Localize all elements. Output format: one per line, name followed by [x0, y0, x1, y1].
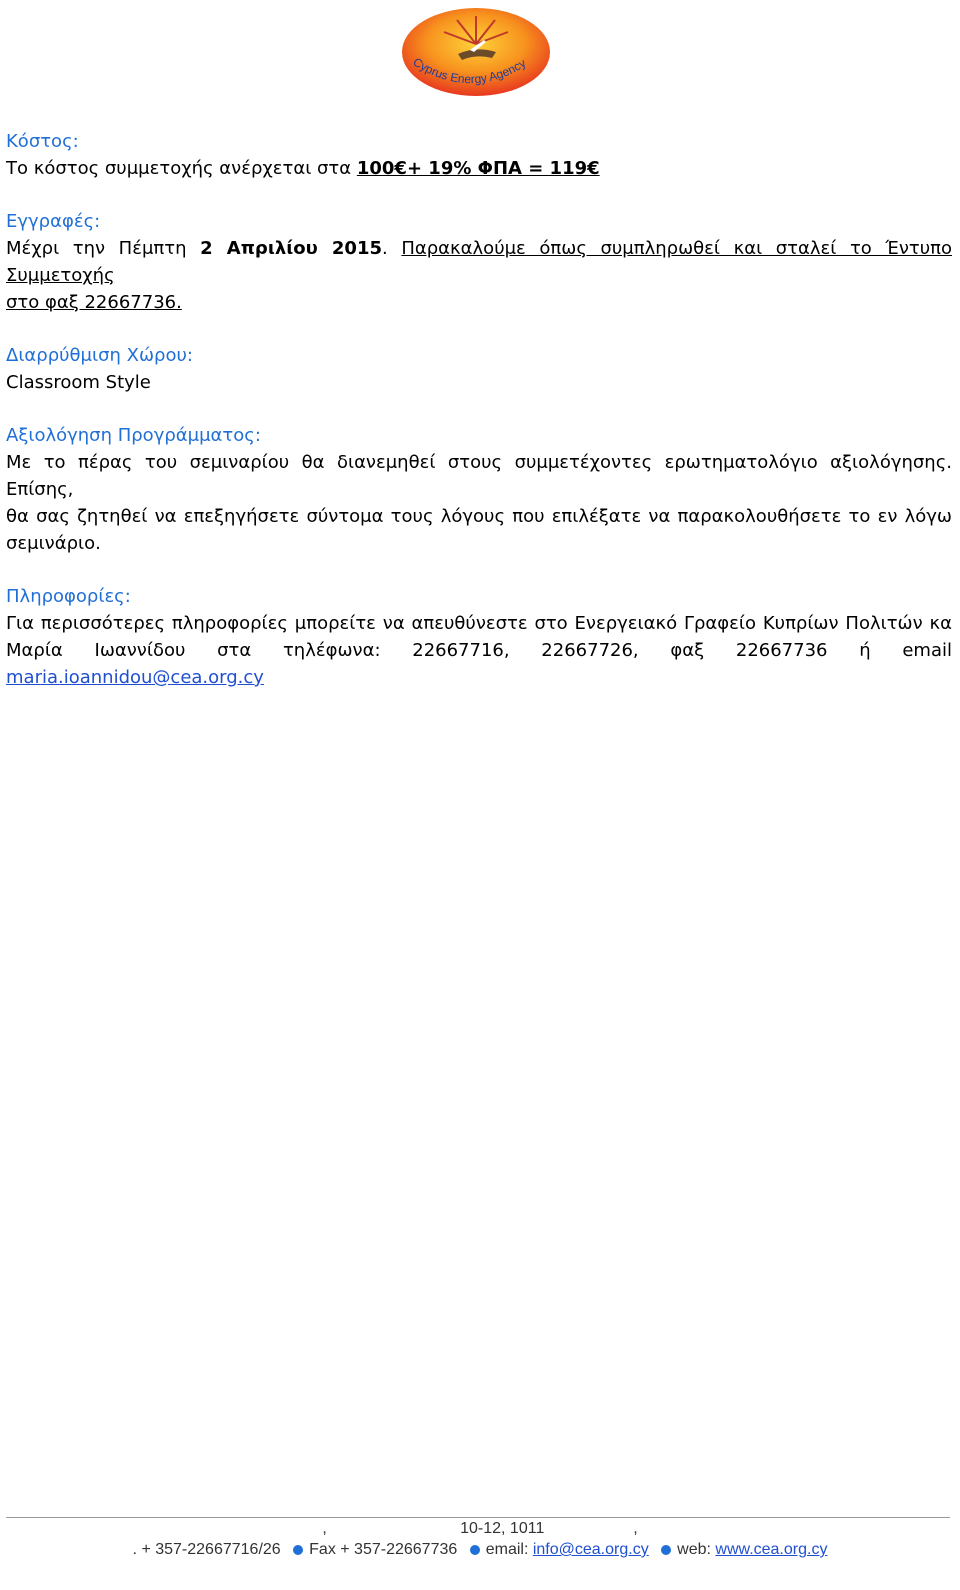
registration-section: Εγγραφές: Μέχρι την Πέμπτη 2 Απριλίου 2015. Παρακαλούμε όπως συμπληρωθεί και σταλεί το Έντυπο Συμμετοχής στο φαξ 22667736.	[6, 208, 952, 316]
footer-address-line: , 10-12, 1011 ,	[322, 1520, 638, 1537]
document-body	[6, 128, 952, 717]
layout-text: Classroom Style	[6, 372, 151, 393]
footer-fax: Fax + 357-22667736	[309, 1541, 458, 1558]
contact-email-link[interactable]: maria.ioannidou@cea.org.cy	[6, 667, 264, 688]
footer-email-link[interactable]: info@cea.org.cy	[532, 1541, 649, 1558]
registration-heading: Εγγραφές:	[6, 211, 101, 232]
cost-amount: 100€+ 19% ΦΠΑ = 119€	[356, 158, 600, 179]
evaluation-section	[6, 422, 952, 557]
registration-text: Μέχρι την Πέμπτη	[6, 238, 201, 259]
info-line-2: Μαρία Ιωαννίδου στα τηλέφωνα: 22667716, 22667726, φαξ 22667736 ή email	[6, 640, 952, 661]
evaluation-line-3: σεμινάριο.	[6, 533, 101, 554]
evaluation-heading: Αξιολόγηση Προγράμματος:	[6, 425, 261, 446]
logo-text: Cyprus Energy Agency	[410, 54, 529, 87]
cost-section	[6, 128, 952, 182]
footer-divider	[6, 1517, 950, 1518]
footer-contacts	[0, 1541, 960, 1559]
registration-date: 2 Απριλίου 2015	[200, 238, 383, 259]
cyprus-energy-agency-logo	[400, 6, 552, 98]
info-line-1: Για περισσότερες πληροφορίες μπορείτε να απευθύνεστε στο Ενεργειακό Γραφείο Κυπρίων Πολιτών κα	[6, 613, 952, 634]
evaluation-line-2: θα σας ζητηθεί να επεξηγήσετε σύντομα τους λόγους που επιλέξατε να παρακολουθήσετε το εν λόγω	[6, 506, 952, 527]
footer-web-link[interactable]: www.cea.org.cy	[715, 1541, 828, 1558]
footer-web-label: web:	[677, 1541, 716, 1558]
cost-heading: Κόστος:	[6, 131, 79, 152]
bullet-icon	[293, 1545, 303, 1555]
cost-text: Το κόστος συμμετοχής ανέρχεται στα	[6, 158, 357, 179]
bullet-icon	[470, 1545, 480, 1555]
footer-address	[0, 1520, 960, 1538]
evaluation-line-1: Με το πέρας του σεμιναρίου θα διανεμηθεί στους συμμετέχοντες ερωτηματολόγιο αξιολόγησης. Επίσης,	[6, 452, 952, 500]
layout-section	[6, 342, 952, 396]
info-heading: Πληροφορίες:	[6, 586, 131, 607]
footer-email-label: email:	[485, 1541, 533, 1558]
layout-heading: Διαρρύθμιση Χώρου:	[6, 345, 193, 366]
bullet-icon	[661, 1545, 671, 1555]
registration-fax: στο φαξ 22667736.	[6, 292, 182, 313]
info-section	[6, 583, 952, 691]
registration-instruction: Παρακαλούμε όπως συμπληρωθεί και σταλεί το Έντυπο Συμμετοχής	[6, 238, 952, 286]
footer-tel: . + 357-22667716/26	[132, 1541, 281, 1558]
